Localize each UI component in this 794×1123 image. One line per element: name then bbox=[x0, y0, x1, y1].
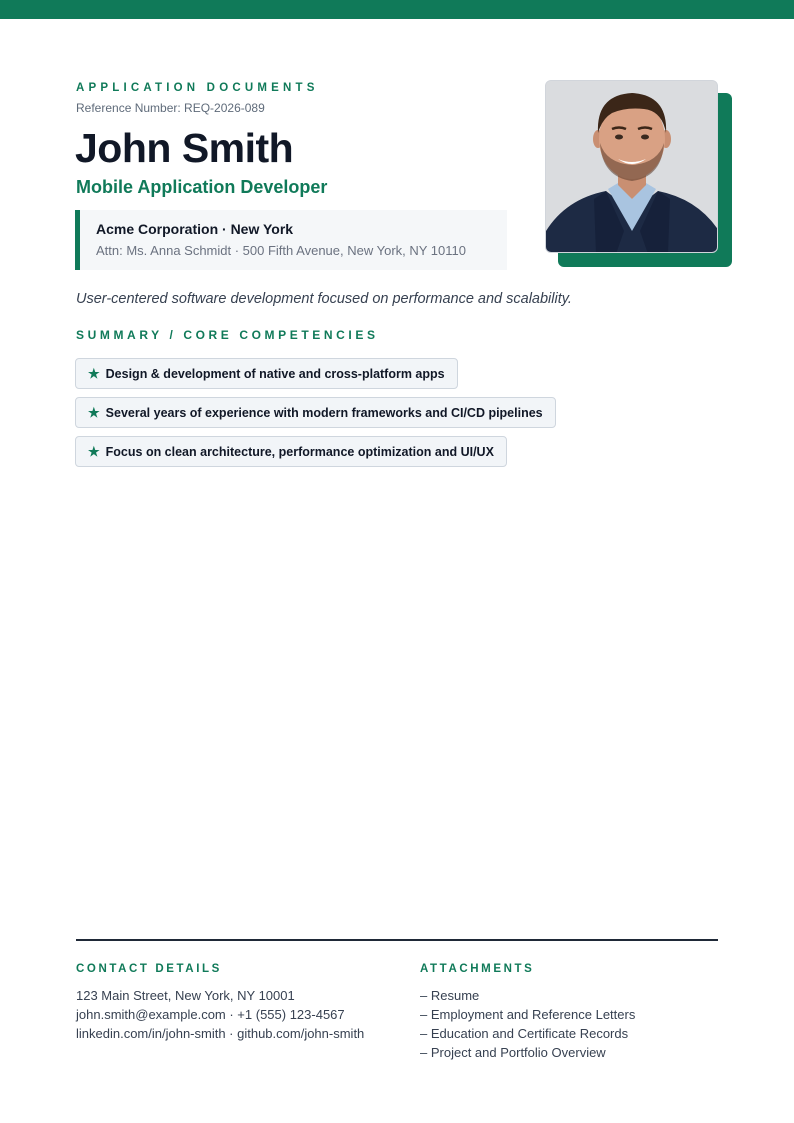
competency-label: Design & development of native and cross-platform apps bbox=[105, 366, 445, 381]
reference-number: Reference Number: REQ-2026-089 bbox=[76, 101, 265, 115]
summary-heading: SUMMARY / CORE COMPETENCIES bbox=[76, 328, 379, 342]
attachment-item: – Resume bbox=[420, 988, 480, 1003]
contact-profiles: linkedin.com/in/john-smith · github.com/john-smith bbox=[76, 1026, 365, 1041]
applicant-name: John Smith bbox=[75, 125, 294, 171]
competency-chip bbox=[75, 358, 458, 389]
contact-address: 123 Main Street, New York, NY 10001 bbox=[76, 988, 295, 1003]
attachments-list bbox=[420, 986, 635, 1062]
top-accent-bar bbox=[0, 0, 794, 19]
star-icon: ★ bbox=[88, 443, 100, 459]
tagline: User-centered software development focused on performance and scalability. bbox=[76, 291, 572, 307]
footer-divider bbox=[76, 939, 718, 941]
attachment-item: – Project and Portfolio Overview bbox=[420, 1045, 606, 1060]
recipient-box bbox=[75, 210, 507, 270]
competency-chip bbox=[75, 397, 556, 428]
contact-heading: CONTACT DETAILS bbox=[76, 963, 222, 975]
applicant-role: Mobile Application Developer bbox=[76, 177, 328, 197]
document-eyebrow: APPLICATION DOCUMENTS bbox=[76, 82, 319, 94]
company-name: Acme Corporation · New York bbox=[96, 221, 294, 237]
star-icon: ★ bbox=[88, 365, 100, 381]
company-attention: Attn: Ms. Anna Schmidt · 500 Fifth Avenue, New York, NY 10110 bbox=[96, 243, 466, 258]
contact-details bbox=[76, 986, 364, 1043]
applicant-photo bbox=[545, 80, 718, 253]
portrait-illustration bbox=[546, 81, 718, 253]
competency-label: Focus on clean architecture, performance optimization and UI/UX bbox=[105, 444, 494, 459]
competency-chip bbox=[75, 436, 507, 467]
competency-label: Several years of experience with modern frameworks and CI/CD pipelines bbox=[105, 405, 543, 420]
attachments-heading: ATTACHMENTS bbox=[420, 963, 535, 975]
competency-list bbox=[75, 358, 556, 475]
contact-email-phone: john.smith@example.com · +1 (555) 123-4567 bbox=[76, 1007, 345, 1022]
attachment-item: – Employment and Reference Letters bbox=[420, 1007, 636, 1022]
attachment-item: – Education and Certificate Records bbox=[420, 1026, 629, 1041]
star-icon: ★ bbox=[88, 404, 100, 420]
